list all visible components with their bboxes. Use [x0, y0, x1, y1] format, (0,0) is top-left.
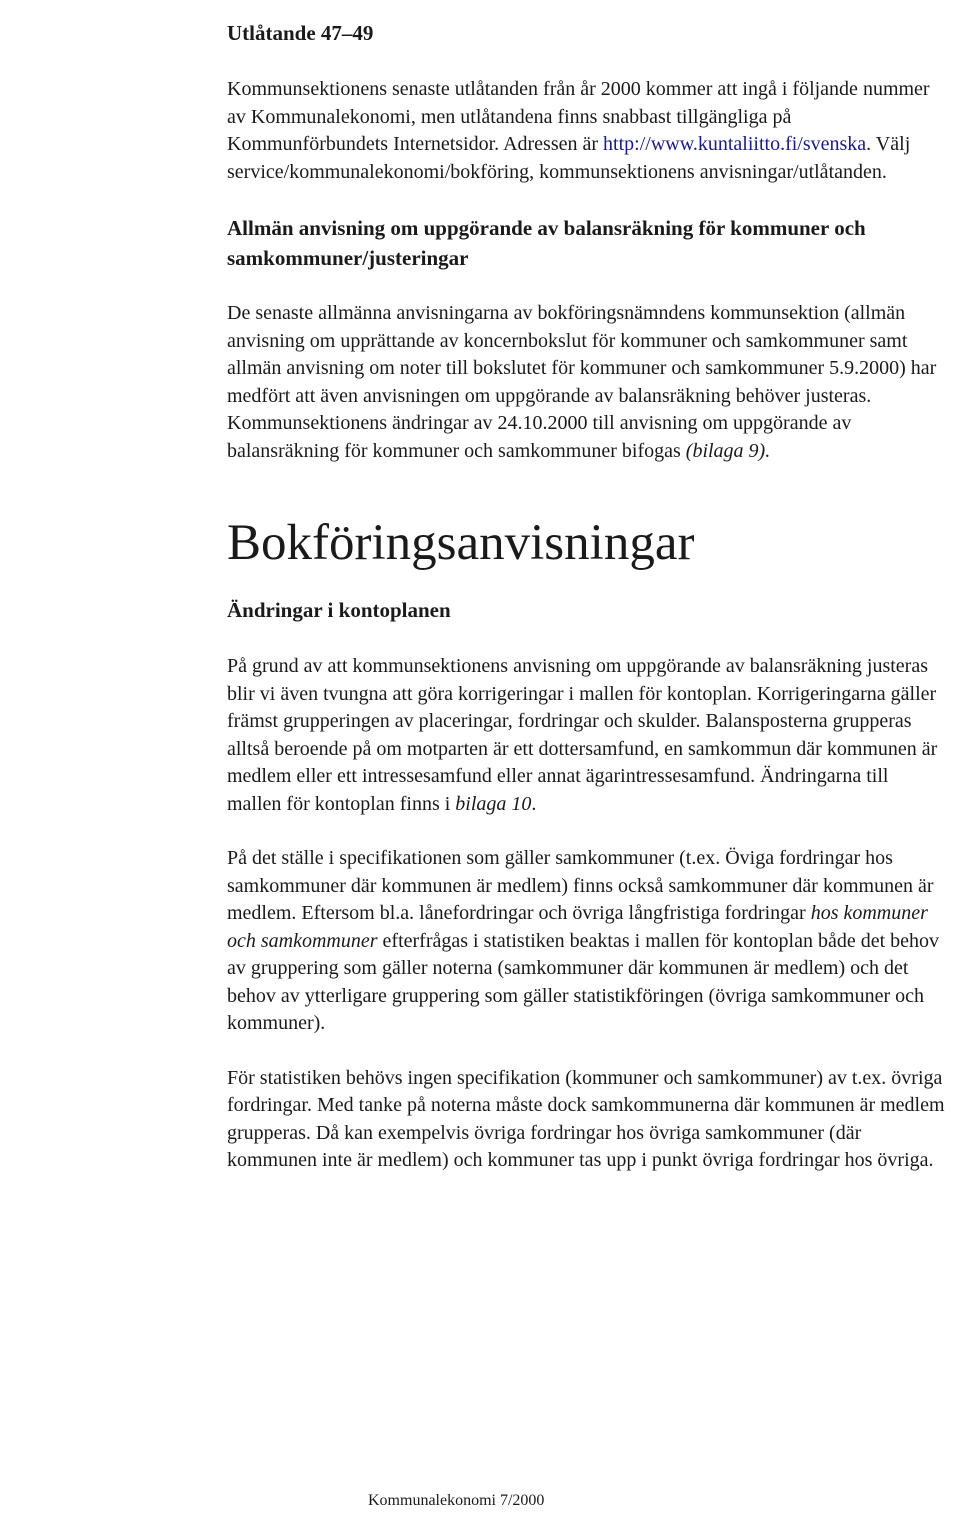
- web-address-link[interactable]: http://www.kuntaliitto.fi/svenska: [603, 133, 867, 155]
- attachment-reference-10: bilaga 10: [455, 792, 532, 815]
- intro-paragraph: [227, 76, 947, 186]
- attachment-reference: (bilaga 9).: [685, 439, 771, 462]
- intro-text: Kommunsektionens senaste utlåtanden från år 2000 kommer att ingå i följande nummer av Kommunalekonomi, men utlåtandena finns snabbast tillgängliga på Kommunförbundets Internetsidor. Adressen är: [227, 78, 930, 155]
- subsection-body: De senaste allmänna anvisningarna av bokföringsnämndens kommunsektion (allmän anvisning om upprättande av koncernbokslut för kommuner och samkommuner samt allmän anvisning om noter till bokslutet för kommuner och samkommuner 5.9.2000) har medfört att även anvisningen om uppgörande av balansräkning behöver justeras. Kommunsektionens ändringar av 24.10.2000 till anvisning om uppgörande av balansräkning för kommuner och samkommuner bifogas (bilaga 9).: [227, 302, 937, 462]
- main-subheading: Ändringar i kontoplanen: [227, 598, 451, 622]
- section-title: Utlåtande 47–49: [227, 21, 374, 45]
- paragraph-3: För statistiken behövs ingen specifikation (kommuner och samkommuner) av t.ex. övriga fordringar. Med tanke på noterna måste dock samkommunerna där kommunen är medlem grupperas. Då kan exempelvis övriga fordringar hos övriga samkommuner (där kommunen inte är medlem) och kommuner tas upp i punkt övriga fordringar hos övriga.: [227, 1066, 945, 1171]
- page-footer: Kommunalekonomi 7/2000: [368, 1492, 545, 1509]
- emphasis-text: hos kommuner och samkommuner: [227, 902, 928, 952]
- intro-text-after-link: . Välj service/kommunalekonomi/bokföring, kommunsektionens anvisningar/utlåtanden.: [227, 133, 911, 183]
- main-heading: Bokföringsanvisningar: [227, 515, 695, 571]
- paragraph-2: På det ställe i specifikationen som gäller samkommuner (t.ex. Öviga fordringar hos samkommuner där kommunen är medlem) finns också samkommuner där kommunen är medlem. Eftersom bl.a. lånefordringar och övriga långfristiga fordringar hos kommuner och samkommuner efterfrågas i statistiken beaktas i mallen för kontoplan både det behov av gruppering som gäller noterna (samkommuner där kommunen är medlem) och det behov av ytterligare gruppering som gäller statistikföringen (övriga samkommuner och kommuner).: [227, 847, 940, 1034]
- document-page: [227, 18, 947, 1175]
- subsection-title: Allmän anvisning om uppgörande av balansräkning för kommuner och samkommuner/justeringar: [227, 216, 866, 270]
- paragraph-1: På grund av att kommunsektionens anvisning om uppgörande av balansräkning justeras blir vi även tvungna att göra korrigeringar i mallen för kontoplan. Korrigeringarna gäller främst grupperingen av placeringar, fordringar och skulder. Balansposterna grupperas alltså beroende på om motparten är ett dottersamfund, en samkommun där kommunen är medlem eller ett intressesamfund eller annat ägarintressesamfund. Ändringarna till mallen för kontoplan finns i bilaga 10.: [227, 655, 938, 815]
